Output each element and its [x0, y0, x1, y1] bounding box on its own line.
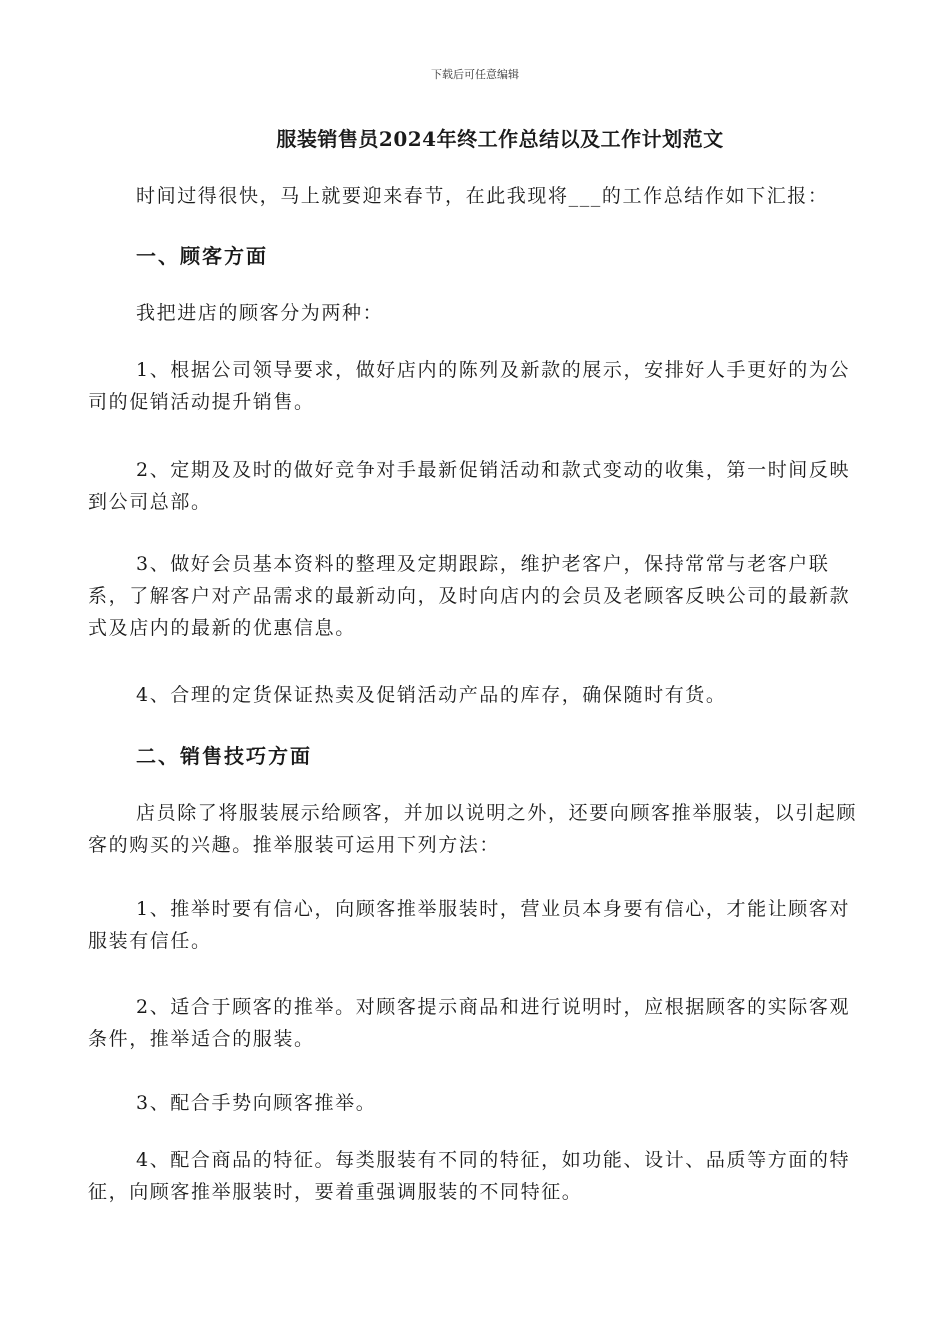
paragraph: 2、定期及及时的做好竞争对手最新促销活动和款式变动的收集，第一时间反映到公司总部。 [88, 459, 851, 513]
paragraph: 4、配合商品的特征。每类服装有不同的特征，如功能、设计、品质等方面的特征，向顾客推举服装时，要着重强调服装的不同特征。 [88, 1149, 851, 1203]
paragraph: 3、做好会员基本资料的整理及定期跟踪，维护老客户，保持常常与老客户联系，了解客户对产品需求的最新动向，及时向店内的会员及老顾客反映公司的最新款式及店内的最新的优惠信息。 [88, 553, 851, 639]
paragraph: 4、合理的定货保证热卖及促销活动产品的库存，确保随时有货。 [136, 684, 727, 706]
intro-paragraph: 时间过得很快，马上就要迎来春节，在此我现将___的工作总结作如下汇报： [136, 185, 829, 207]
paragraph: 2、适合于顾客的推举。对顾客提示商品和进行说明时，应根据顾客的实际客观条件，推举适合的服装。 [88, 996, 851, 1050]
section-heading-sales-skills: 二、销售技巧方面 [136, 744, 312, 768]
paragraph: 我把进店的顾客分为两种： [136, 302, 384, 324]
paragraph: 1、推举时要有信心，向顾客推举服装时，营业员本身要有信心，才能让顾客对服装有信任。 [88, 898, 851, 952]
paragraph: 3、配合手势向顾客推举。 [136, 1092, 377, 1114]
paragraph: 店员除了将服装展示给顾客，并加以说明之外，还要向顾客推举服装，以引起顾客的购买的兴趣。推举服装可运用下列方法： [88, 802, 858, 856]
document-title: 服装销售员2024年终工作总结以及工作计划范文 [276, 127, 724, 151]
header-note: 下载后可任意编辑 [431, 68, 519, 81]
section-heading-customers: 一、顾客方面 [136, 244, 268, 268]
paragraph: 1、根据公司领导要求，做好店内的陈列及新款的展示，安排好人手更好的为公司的促销活动提升销售。 [88, 359, 851, 413]
